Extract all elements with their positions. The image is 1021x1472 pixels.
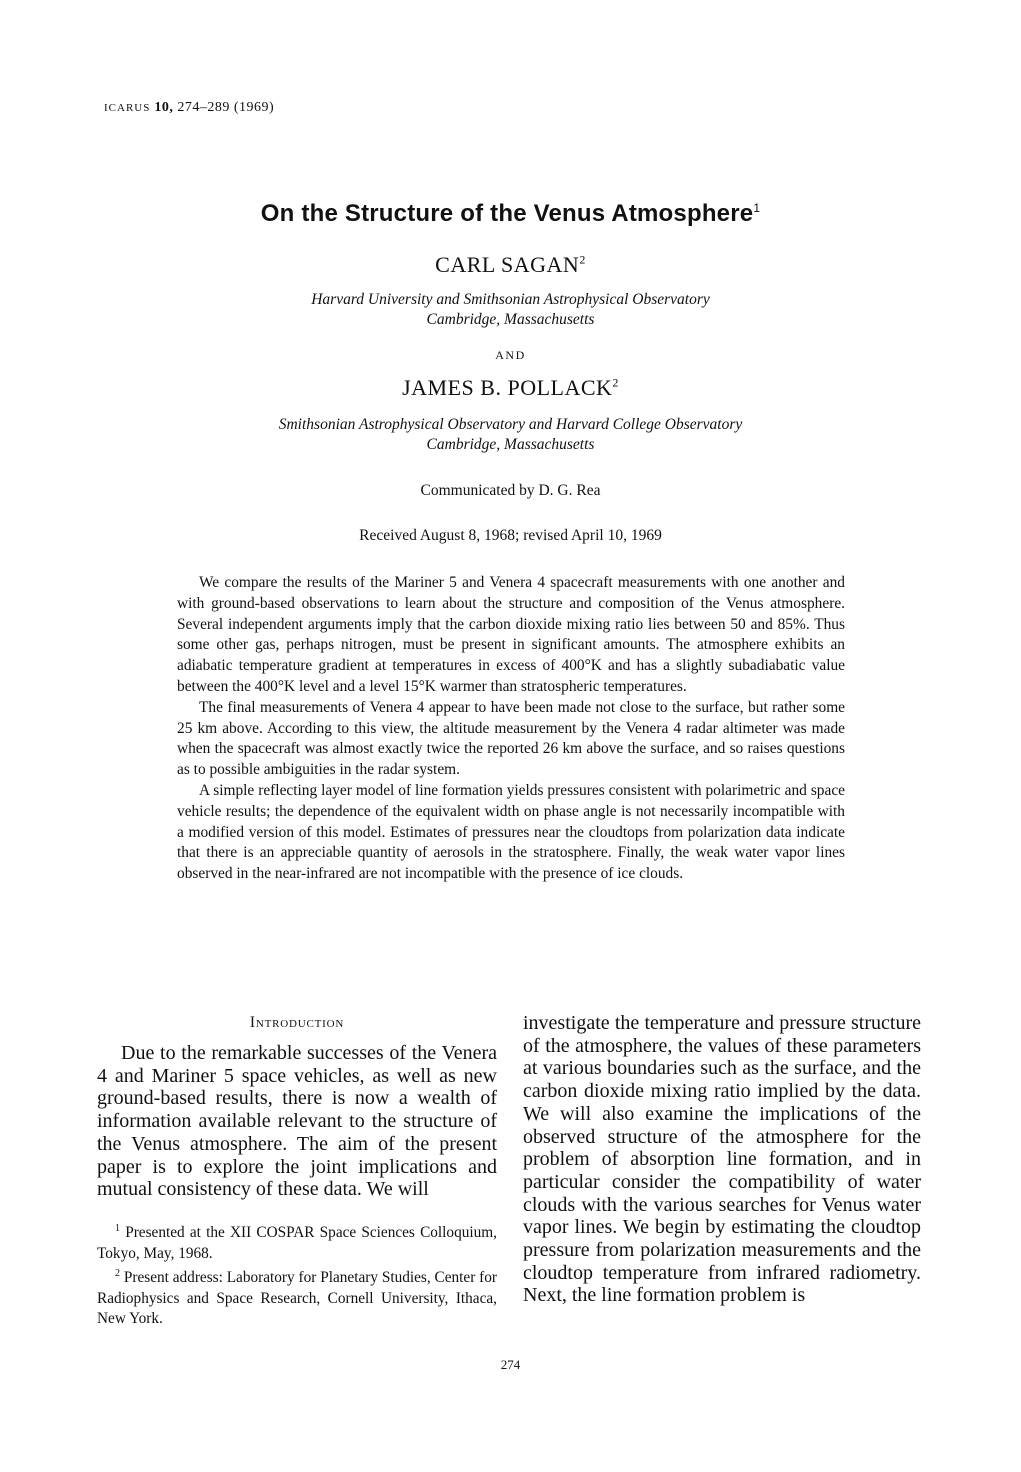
- author-name-1: [0, 252, 1021, 278]
- author-2-affiliation-line2: Cambridge, Massachusetts: [426, 436, 595, 453]
- communicated-by: Communicated by D. G. Rea: [420, 482, 601, 499]
- running-head: [104, 100, 274, 116]
- author-2-affiliation: [0, 415, 1021, 455]
- abstract-paragraph-1: We compare the results of the Mariner 5 and Venera 4 spacecraft measurements with one another and with ground-based observations to learn about the structure and composition of the Venus atmosphere. Several independent arguments imply that the carbon dioxide mixing ratio lies between 50 and 85%. Thus some other gas, perhaps nitrogen, must be present in significant amounts. The atmosphere exhibits an adiabatic temperature gradient at temperatures in excess of 400°K and has a slightly subadiabatic value between the 400°K level and a level 15°K warmer than stratospheric temperatures.: [177, 574, 845, 695]
- paper-title: [0, 200, 1021, 228]
- received-dates: Received August 8, 1968; revised April 10, 1969: [359, 527, 662, 544]
- right-column: [523, 1012, 921, 1307]
- footnote-2: [97, 1264, 497, 1330]
- author-1-name: CARL SAGAN: [435, 252, 580, 277]
- journal-name: ICARUS: [104, 102, 151, 114]
- footnotes: [97, 1219, 497, 1330]
- title-footnote-mark: 1: [753, 201, 761, 215]
- introduction-heading-text: Introduction: [249, 1014, 345, 1031]
- author-2-affiliation-line1: Smithsonian Astrophysical Observatory and Harvard College Observatory: [278, 416, 743, 433]
- footnote-2-mark: 2: [115, 1268, 120, 1280]
- author-name-2: [0, 375, 1021, 401]
- introduction-right-text: investigate the temperature and pressure structure of the atmosphere, the values of these parameters at various boundaries such as the surface, and the carbon dioxide mixing ratio implied by the data. We will also examine the implications of the observed structure of the atmosphere for the problem of absorption line formation, and in particular consider the compatibility of water clouds with the various searches for Venus water vapor lines. We begin by estimating the cloudtop pressure from polarization measurements and the cloudtop temperature from infrared radiometry. Next, the line formation problem is: [523, 1012, 921, 1307]
- abstract: [177, 573, 845, 885]
- author-1-affiliation: [0, 290, 1021, 330]
- journal-volume: 10,: [154, 100, 174, 115]
- footnote-2-text: Present address: Laboratory for Planetary Studies, Center for Radiophysics and Space Research, Cornell University, Ithaca, New York.: [97, 1269, 498, 1328]
- author-1-affiliation-line1: Harvard University and Smithsonian Astrophysical Observatory: [311, 291, 710, 308]
- left-column: [97, 1014, 497, 1330]
- footnote-1-text: Presented at the XII COSPAR Space Sciences Colloquium, Tokyo, May, 1968.: [97, 1224, 497, 1262]
- and-separator: AND: [495, 348, 526, 362]
- introduction-left-text: Due to the remarkable successes of the Venera 4 and Mariner 5 space vehicles, as well as new ground-based results, there is now a wealth of information available relevant to the structure of the Venus atmosphere. The aim of the present paper is to explore the joint implications and mutual consistency of these data. We will: [97, 1042, 497, 1201]
- footnote-1-mark: 1: [115, 1222, 120, 1234]
- footnote-1: [97, 1219, 497, 1264]
- paper-title-text: On the Structure of the Venus Atmosphere: [260, 200, 754, 227]
- author-1-mark: 2: [579, 252, 586, 267]
- author-2-name: JAMES B. POLLACK: [402, 375, 613, 400]
- journal-pages-year: 274–289 (1969): [177, 100, 275, 115]
- page-number: 274: [500, 1357, 521, 1372]
- abstract-paragraph-2: The final measurements of Venera 4 appear to have been made not close to the surface, but rather some 25 km above. According to this view, the altitude measurement by the Venera 4 radar altimeter was made when the spacecraft was almost exactly twice the reported 26 km above the surface, and so raises questions as to possible ambiguities in the radar system.: [177, 698, 845, 779]
- author-2-mark: 2: [612, 375, 619, 390]
- author-1-affiliation-line2: Cambridge, Massachusetts: [426, 311, 595, 328]
- abstract-paragraph-3: A simple reflecting layer model of line formation yields pressures consistent with polarimetric and space vehicle results; the dependence of the equivalent width on phase angle is not necessarily incompatible with a modified version of this model. Estimates of pressures near the cloudtops from polarization data indicate that there is an appreciable quantity of aerosols in the stratosphere. Finally, the weak water vapor lines observed in the near-infrared are not incompatible with the presence of ice clouds.: [177, 781, 845, 883]
- section-heading-introduction: [97, 1014, 497, 1032]
